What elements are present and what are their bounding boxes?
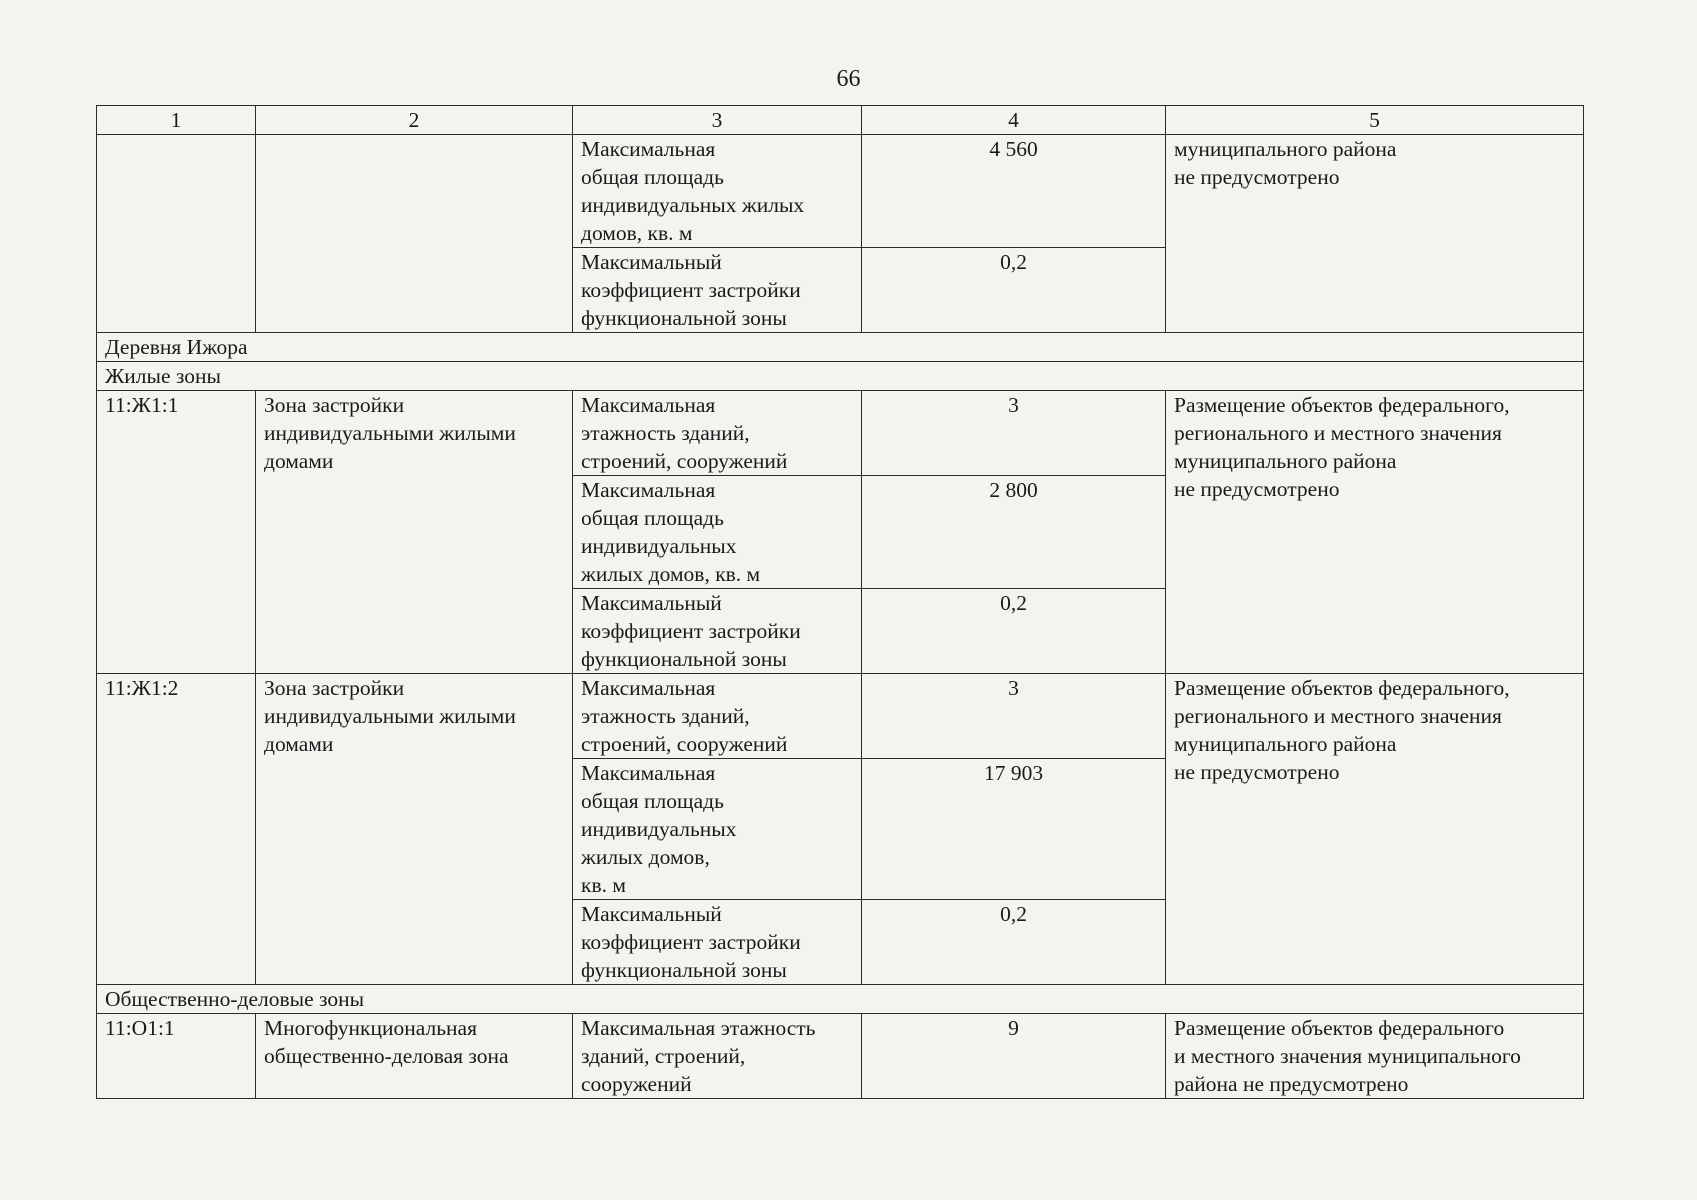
param-name-cell: Максимальная этажность зданий, строений, сооружений (573, 674, 862, 759)
table-row (97, 1014, 1584, 1099)
param-name-cell: Максимальная общая площадь индивидуальных жилых домов, кв. м (573, 476, 862, 589)
zone-code-cell: 11:О1:1 (97, 1014, 256, 1099)
param-value-cell: 3 (862, 674, 1166, 759)
param-value-cell: 0,2 (862, 589, 1166, 674)
table-row (97, 391, 1584, 476)
zone-name-cell: Многофункциональная общественно-деловая зона (256, 1014, 573, 1099)
zones-parameters-table (96, 105, 1584, 1099)
zone-name-cell: Зона застройки индивидуальными жилыми домами (256, 391, 573, 674)
header-col-2: 2 (256, 106, 573, 135)
section-row (97, 985, 1584, 1014)
param-value-cell: 17 903 (862, 759, 1166, 900)
header-col-4: 4 (862, 106, 1166, 135)
table-row (97, 135, 1584, 248)
zone-note-cell: Размещение объектов федерального, регионального и местного значения муниципального района не предусмотрено (1166, 391, 1584, 674)
header-col-3: 3 (573, 106, 862, 135)
table-header-row (97, 106, 1584, 135)
param-value-cell: 4 560 (862, 135, 1166, 248)
header-col-5: 5 (1166, 106, 1584, 135)
section-row (97, 333, 1584, 362)
section-row (97, 362, 1584, 391)
param-name-cell: Максимальная этажность зданий, строений, сооружений (573, 1014, 862, 1099)
param-name-cell: Максимальная общая площадь индивидуальных жилых домов, кв. м (573, 135, 862, 248)
param-name-cell: Максимальный коэффициент застройки функциональной зоны (573, 900, 862, 985)
zone-code-cell: 11:Ж1:1 (97, 391, 256, 674)
zone-note-cell: Размещение объектов федерального, регионального и местного значения муниципального района не предусмотрено (1166, 674, 1584, 985)
param-value-cell: 0,2 (862, 248, 1166, 333)
zone-note-cell: Размещение объектов федерального и местного значения муниципального района не предусмотрено (1166, 1014, 1584, 1099)
page-number: 66 (836, 66, 861, 92)
header-col-1: 1 (97, 106, 256, 135)
section-title-village: Деревня Ижора (97, 333, 1584, 362)
section-title-business: Общественно-деловые зоны (97, 985, 1584, 1014)
param-value-cell: 2 800 (862, 476, 1166, 589)
zone-name-cell (256, 135, 573, 333)
table-row (97, 674, 1584, 759)
zone-code-cell: 11:Ж1:2 (97, 674, 256, 985)
zone-note-cell: муниципального района не предусмотрено (1166, 135, 1584, 333)
param-value-cell: 0,2 (862, 900, 1166, 985)
param-value-cell: 9 (862, 1014, 1166, 1099)
section-title-residential: Жилые зоны (97, 362, 1584, 391)
param-name-cell: Максимальный коэффициент застройки функциональной зоны (573, 589, 862, 674)
zone-code-cell (97, 135, 256, 333)
param-value-cell: 3 (862, 391, 1166, 476)
param-name-cell: Максимальная этажность зданий, строений, сооружений (573, 391, 862, 476)
param-name-cell: Максимальный коэффициент застройки функциональной зоны (573, 248, 862, 333)
zone-name-cell: Зона застройки индивидуальными жилыми домами (256, 674, 573, 985)
param-name-cell: Максимальная общая площадь индивидуальных жилых домов, кв. м (573, 759, 862, 900)
